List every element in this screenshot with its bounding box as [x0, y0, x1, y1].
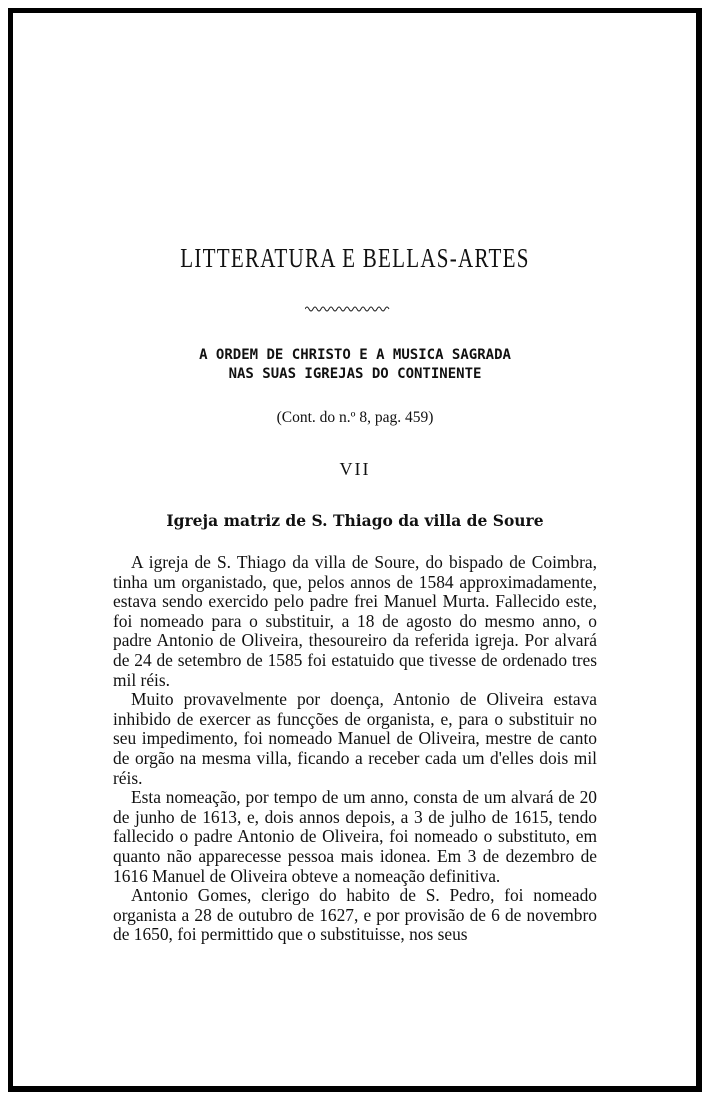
article-title: [0, 346, 710, 384]
chapter-number: VII: [339, 459, 371, 479]
paragraph: Esta nomeação, por tempo de um anno, consta de um alvará de 20 de junho de 1613, e, dois annos depois, a 3 de julho de 1615, tendo fallecido o padre Antonio de Oliveira, foi nomeado o substituto, em quanto não apparecesse pessoa mais idonea. Em 3 de dezembro de 1616 Manuel de Oliveira obteve a nomeação definitiva.: [113, 787, 597, 886]
section-title: LITTERATURA E BELLAS-ARTES: [180, 243, 530, 273]
paragraph: A igreja de S. Thiago da villa de Soure, do bispado de Coimbra, tinha um organistado, que, pelos annos de 1584 approximadamente, estava sendo exercido pelo padre frei Manuel Murta. Fallecido este, foi nomeado para o substituir, a 18 de agosto do mesmo anno, o padre Antonio de Oliveira, thesoureiro da referida igreja. Por alvará de 24 de setembro de 1585 foi estatuido que tivesse de ordenado tres mil réis.: [113, 552, 597, 690]
continuation-note: (Cont. do n.º 8, pag. 459): [276, 409, 434, 426]
paragraph: Antonio Gomes, clerigo do habito de S. Pedro, foi nomeado organista a 28 de outubro de 1627, e por provisão de 6 de novembro de 1650, foi permittido que o substituisse, nos seus: [113, 885, 597, 945]
subtitle: Igreja matriz de S. Thiago da villa de Soure: [166, 511, 544, 530]
article-title-line-2: NAS SUAS IGREJAS DO CONTINENTE: [228, 366, 482, 382]
body-text: [113, 553, 597, 945]
article-title-line-1: A ORDEM DE CHRISTO E A MUSICA SAGRADA: [199, 347, 511, 363]
wavy-ornament: [305, 305, 390, 313]
paragraph: Muito provavelmente por doença, Antonio de Oliveira estava inhibido de exercer as funcções de organista, e, para o substituir no seu impedimento, foi nomeado Manuel de Oliveira, mestre de canto de orgão na mesma villa, ficando a receber cada um d'elles dois mil réis.: [113, 689, 597, 788]
